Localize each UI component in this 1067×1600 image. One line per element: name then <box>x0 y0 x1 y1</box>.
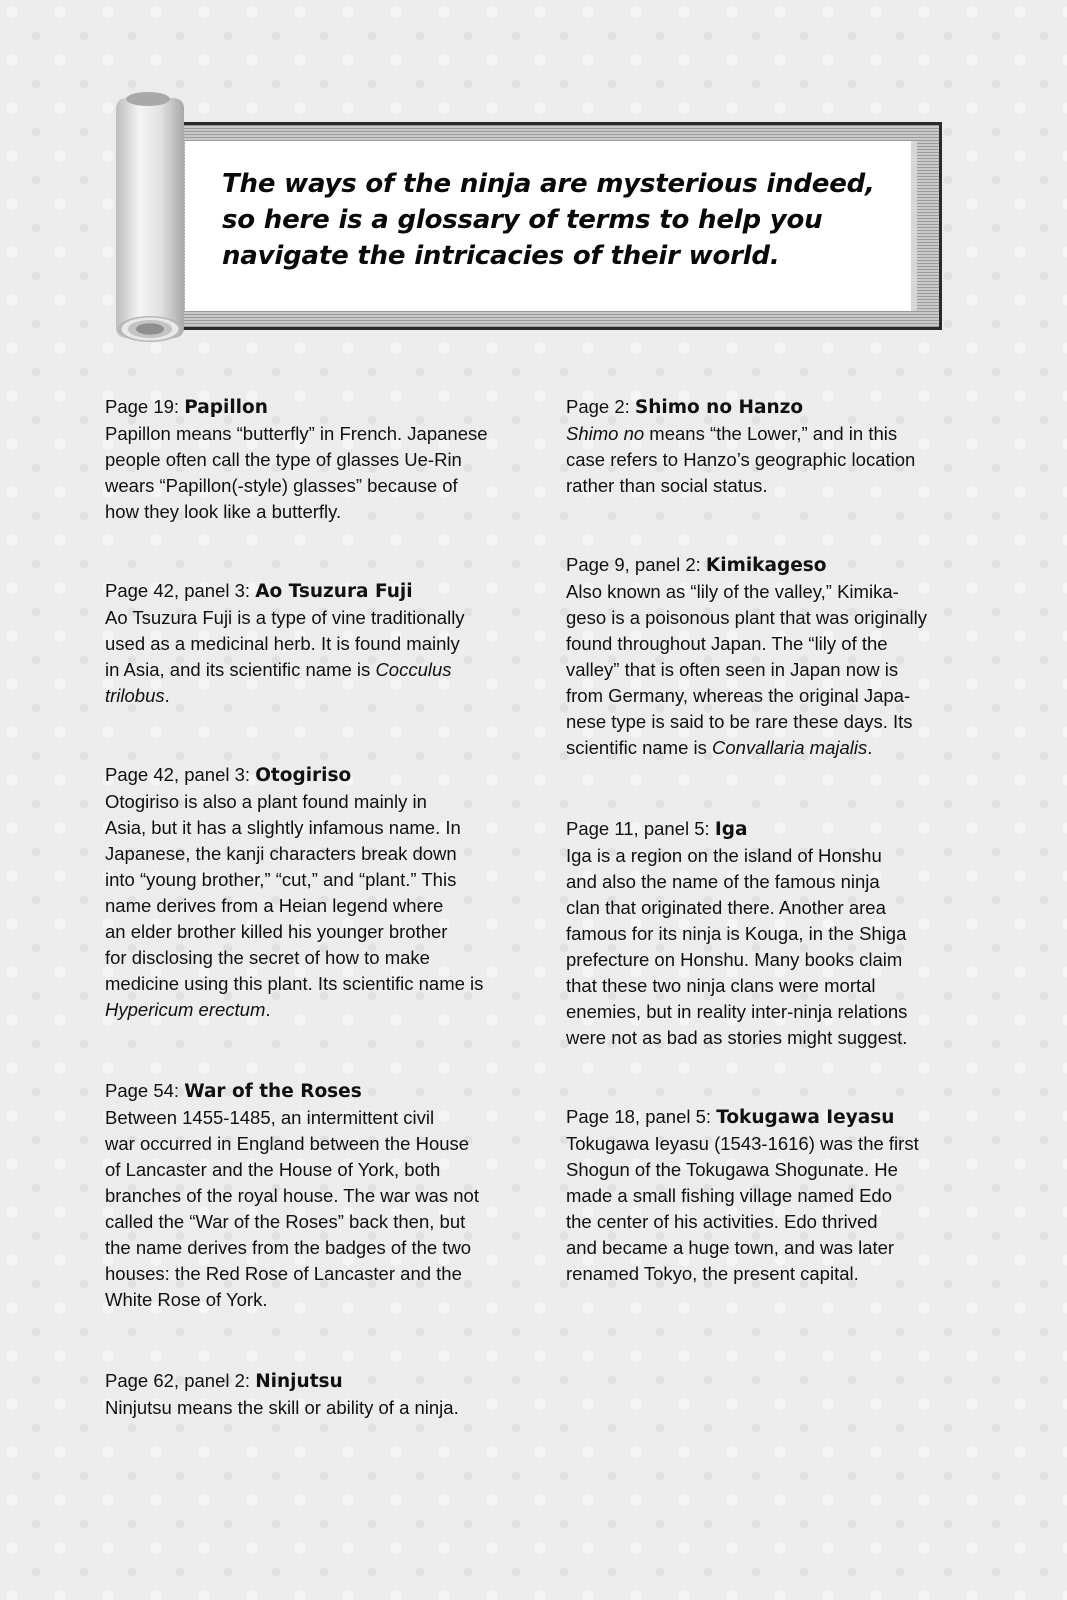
entry-heading: Page 2: Shimo no Hanzo <box>566 396 804 418</box>
entry-heading: Page 54: War of the Roses <box>105 1080 362 1102</box>
glossary-entry-otogiriso <box>105 762 540 1023</box>
glossary-entry-war-of-the-roses <box>105 1078 540 1313</box>
entry-heading: Page 11, panel 5: Iga <box>566 818 748 840</box>
glossary-entry-iga <box>566 816 966 1051</box>
entry-heading: Page 62, panel 2: Ninjutsu <box>105 1370 343 1392</box>
entry-heading: Page 9, panel 2: Kimikageso <box>566 554 827 576</box>
glossary-entry-ao-tsuzura-fuji <box>105 578 540 709</box>
entry-body: Also known as “lily of the valley,” Kimika- geso is a poisonous plant that was originally found throughout Japan. The “lily of the valley” that is often seen in Japan now is from Germany, whereas the original Japa- nese type is said to be rare these days. Its scientific name is Convallaria majalis. <box>566 581 927 758</box>
glossary-entry-kimikageso <box>566 552 966 761</box>
entry-body: Papillon means “butterfly” in French. Japanese people often call the type of glasses Ue-Rin wears “Papillon(-style) glasses” because of how they look like a butterfly. <box>105 423 488 522</box>
entry-heading: Page 19: Papillon <box>105 396 268 418</box>
entry-body: Otogiriso is also a plant found mainly in Asia, but it has a slightly infamous name. In Japanese, the kanji characters break down into “young brother,” “cut,” and “plant.” This name derives from a Heian legend where an elder brother killed his younger brother for disclosing the secret of how to make medicine using this plant. Its scientific name is Hypericum erectum. <box>105 791 484 1020</box>
glossary-entry-papillon <box>105 394 540 525</box>
entry-body: Ao Tsuzura Fuji is a type of vine traditionally used as a medicinal herb. It is found mainly in Asia, and its scientific name is Cocculus trilobus. <box>105 607 465 706</box>
glossary-entry-shimo-no-hanzo <box>566 394 966 499</box>
entry-body: Between 1455-1485, an intermittent civil war occurred in England between the House of Lancaster and the House of York, both branches of the royal house. The war was not called the “War of the Roses” back then, but the name derives from the badges of the two houses: the Red Rose of Lancaster and the White Rose of York. <box>105 1107 479 1310</box>
intro-banner <box>112 96 952 346</box>
entry-body: Ninjutsu means the skill or ability of a ninja. <box>105 1397 459 1418</box>
entry-body: Iga is a region on the island of Honshu and also the name of the famous ninja clan that originated there. Another area famous for its ninja is Kouga, in the Shiga prefecture on Honshu. Many books claim that these two ninja clans were mortal enemies, but in reality inter-ninja relations were not as bad as stories might suggest. <box>566 845 908 1048</box>
entry-heading: Page 42, panel 3: Otogiriso <box>105 764 352 786</box>
glossary-entry-ninjutsu <box>105 1368 540 1421</box>
entry-heading: Page 18, panel 5: Tokugawa Ieyasu <box>566 1106 895 1128</box>
entry-body: Shimo no means “the Lower,” and in this case refers to Hanzo’s geographic location rather than social status. <box>566 423 916 496</box>
glossary-entry-tokugawa-ieyasu <box>566 1104 966 1287</box>
entry-heading: Page 42, panel 3: Ao Tsuzura Fuji <box>105 580 413 602</box>
scroll-roll-icon <box>116 98 184 338</box>
intro-text: The ways of the ninja are mysterious indeed, so here is a glossary of terms to help you navigate the intricacies of their world. <box>222 169 875 271</box>
entry-body: Tokugawa Ieyasu (1543-1616) was the first Shogun of the Tokugawa Shogunate. He made a small fishing village named Edo the center of his activities. Edo thrived and became a huge town, and was later renamed Tokyo, the present capital. <box>566 1133 919 1284</box>
